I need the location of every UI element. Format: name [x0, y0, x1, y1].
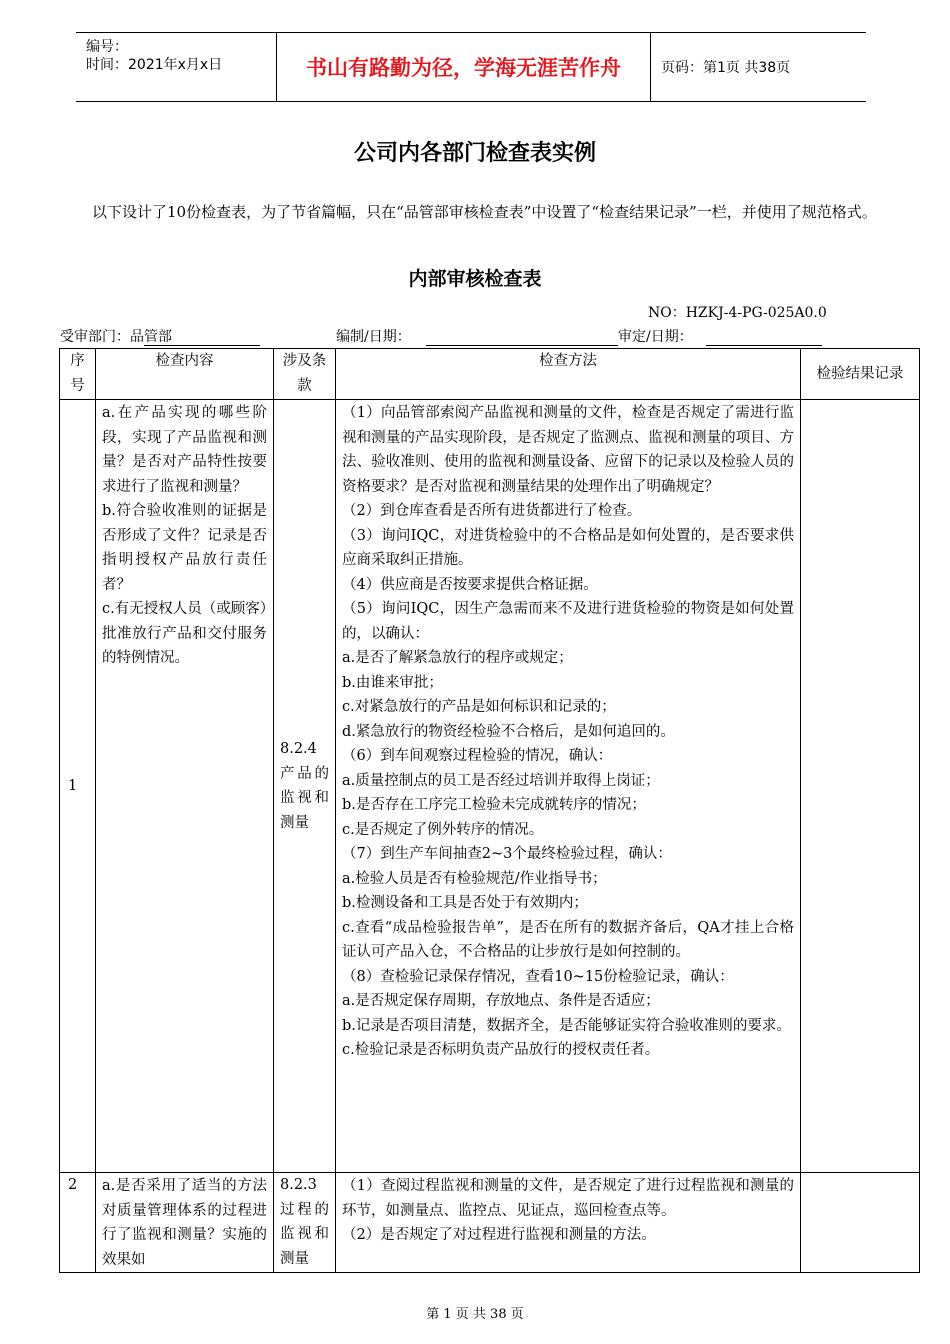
method-item: d.紧急放行的物资经检验不合格后，是如何追回的。 — [342, 723, 675, 740]
clause-cell: 8.2.3过程的监视和测量 — [274, 1173, 336, 1273]
table-header-row — [60, 349, 920, 400]
table-row — [60, 1173, 920, 1273]
method-item: c.是否规定了例外转序的情况。 — [342, 821, 544, 838]
col-header-no: 序号 — [60, 349, 96, 400]
document-number: NO：HZKJ-4-PG-025A0.0 — [648, 305, 827, 321]
method-item: c.查看“成品检验报告单”，是否在所有的数据齐备后，QA才挂上合格证认可产品入仓，不合格品的让步放行是如何控制的。 — [342, 919, 794, 960]
approved-date-line — [706, 345, 822, 346]
approved-date-label: 审定/日期： — [618, 329, 693, 345]
col-header-method: 检查方法 — [336, 349, 801, 400]
method-cell — [336, 400, 801, 1173]
prepared-date-label: 编制/日期： — [336, 329, 411, 345]
method-item: （1）向品管部索阅产品监视和测量的文件，检查是否规定了需进行监视和测量的产品实现阶段，是否规定了监测点、监视和测量的项目、方法、验收准则、使用的监视和测量设备、应留下的记录以及检验人员的资格要求？是否对监视和测量结果的处理作出了明确规定？ — [342, 405, 794, 495]
row-number: 1 — [60, 400, 96, 1173]
method-cell — [336, 1173, 801, 1273]
table-row — [60, 400, 920, 1173]
method-item: （7）到生产车间抽查2~3个最终检验过程，确认： — [342, 846, 672, 862]
result-record-cell — [801, 400, 920, 1173]
result-record-cell — [801, 1173, 920, 1273]
method-item: （6）到车间观察过程检验的情况，确认： — [342, 748, 613, 764]
content-item: a.是否采用了适当的方法对质量管理体系的过程进行了监视和测量？实施的效果如 — [102, 1178, 267, 1268]
audited-dept-label: 受审部门：品管部 — [60, 329, 172, 345]
intro-paragraph: 以下设计了10份检查表，为了节省篇幅，只在“品管部审核检查表”中设置了“检查结果记录”一栏，并使用了规范格式。 — [92, 203, 877, 221]
audit-meta-row — [60, 326, 920, 348]
checklist-title: 内部审核检查表 — [408, 268, 542, 290]
method-item: （2）是否规定了对过程进行监视和测量的方法。 — [342, 1227, 656, 1243]
document-title: 公司内各部门检查表实例 — [353, 141, 596, 166]
col-header-clause: 涉及条款 — [274, 349, 336, 400]
method-item: a.是否规定保存周期，存放地点、条件是否适应； — [342, 993, 660, 1009]
audit-checklist-table — [59, 348, 920, 1273]
clause-cell: 8.2.4产品的监视和测量 — [274, 400, 336, 1173]
col-header-result: 检验结果记录 — [801, 349, 920, 400]
header-info-cell — [76, 33, 277, 101]
dept-underline — [144, 345, 260, 346]
page-header — [76, 32, 866, 102]
method-item: （5）询问IQC，因生产急需而来不及进行进货检验的物资是如何处置的，以确认： — [342, 601, 794, 642]
method-item: b.记录是否项目清楚，数据齐全，是否能够证实符合验收准则的要求。 — [342, 1017, 791, 1034]
method-item: b.由谁来审批； — [342, 674, 443, 691]
content-item: a.在产品实现的哪些阶段，实现了产品监视和测量？是否对产品特性按要求进行了监视和测量？ — [102, 405, 267, 495]
method-item: （4）供应商是否按要求提供合格证据。 — [342, 576, 598, 593]
method-item: a.是否了解紧急放行的程序或规定； — [342, 650, 573, 666]
content-item: c.有无授权人员（或顾客）批准放行产品和交付服务的特例情况。 — [102, 601, 267, 666]
check-content-cell — [96, 1173, 274, 1273]
method-item: （2）到仓库查看是否所有进货都进行了检查。 — [342, 503, 642, 519]
method-item: b.检测设备和工具是否处于有效期内； — [342, 895, 588, 911]
col-header-content: 检查内容 — [96, 349, 274, 400]
method-item: （3）询问IQC，对进货检验中的不合格品是如何处置的，是否要求供应商采取纠正措施。 — [342, 527, 794, 568]
method-item: a.质量控制点的员工是否经过培训并取得上岗证； — [342, 772, 660, 789]
header-page-label: 页码：第1页 共38页 — [661, 60, 791, 76]
row-number: 2 — [60, 1173, 96, 1273]
content-item: b.符合验收准则的证据是否形成了文件？记录是否指明授权产品放行责任者？ — [102, 503, 267, 593]
method-item: （1）查阅过程监视和测量的文件，是否规定了进行过程监视和测量的环节，如测量点、监控点、见证点，巡回检查点等。 — [342, 1178, 794, 1219]
method-item: （8）查检验记录保存情况，查看10~15份检验记录，确认： — [342, 968, 734, 985]
number-label: 编号： — [86, 39, 128, 55]
prepared-date-line — [426, 345, 618, 346]
method-item: a.检验人员是否有检验规范/作业指导书； — [342, 870, 607, 887]
method-item: b.是否存在工序完工检验未完成就转序的情况； — [342, 797, 646, 813]
method-item: c.对紧急放行的产品是如何标识和记录的； — [342, 699, 616, 715]
method-item: c.检验记录是否标明负责产品放行的授权责任者。 — [342, 1042, 660, 1058]
page-footer: 第 1 页 共 38 页 — [426, 1307, 524, 1322]
header-motto: 书山有路勤为径，学海无涯苦作舟 — [277, 33, 651, 101]
time-label: 时间：2021年x月x日 — [86, 57, 223, 73]
check-content-cell — [96, 400, 274, 1173]
